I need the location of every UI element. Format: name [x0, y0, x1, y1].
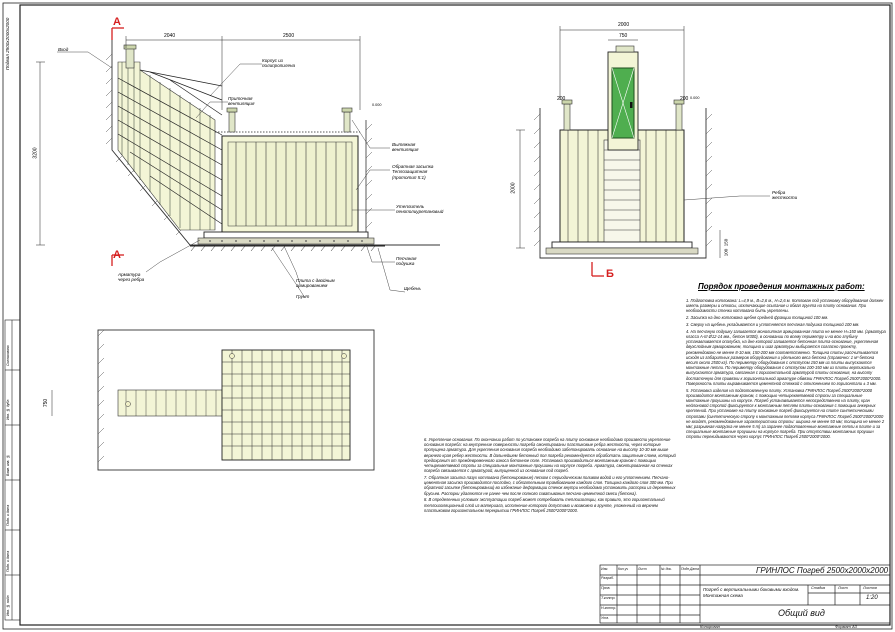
callout-backfill: Обратная засыпка Теплозащитная (прототип 5:1) [392, 164, 434, 180]
side-stamp-5: Инв. № подл. [6, 594, 10, 616]
side-stamp-1: Инв. № дубл. [6, 398, 10, 420]
tb-format: Формат А3 [835, 624, 857, 629]
section-title: Порядок проведения монтажных работ: [698, 282, 865, 291]
callout-slab: Плита с двойным армированием [296, 278, 335, 289]
note-step-5: 5. Установка изделия на подготовленную плиту. Установка ГРИНЛОС Погреб 2500*2000*2000 производится монтажным краном, с помощью четырехветвевой стропы за специальные монтажные проушины на корпусе. Погреб устанавливается непосредственно на плиту, кран нейлоновой стропой фиксируется к монтажным петлям плиты-основания с помощью анкерных креплений. При установке на плиту основание погреб фиксируется на плите синтетическими стропами (синтетическую стропу к монтажным петлям корпуса ГРИНЛОС Погреб 2500*2000*2000 не входят, рекомендованные характеристики стропы: ширина не менее 50 мм; толщина не менее 2 мм; разрывная нагрузка не менее 5 т) за заранее подготовленные монтажные петли в плите и за специальные монтажные проушины на корпусе погреба. При отсутствии монтажных проушин стропы перекидываются через корпус ГРИНЛОС Погреб 2500*2000*2000. [686, 387, 885, 440]
dim-200-left: 200 [557, 96, 566, 102]
tb-description: Погреб с вертикальными боковыми входом. Монтажная схема [703, 587, 800, 598]
dim-3200: 3200 [32, 147, 39, 159]
note-step-8: 8. В определенных условиях эксплуатации погреб может потребовать теплоизоляции, как правило, это горизонтальный теплоизоляционный слой из материала, исполнение которого допустимо и возможно в грунте, уложенный на верхнем пластиковом горизонтальном перекрытии ГРИНЛОС Погреб 2500*2000*2000. [424, 497, 665, 513]
tb-view: Общий вид [778, 608, 825, 618]
tb-role-4: Н.контр. [601, 606, 617, 610]
tb-header-4: Подп. [681, 567, 691, 571]
level-left: 0.000 [372, 103, 382, 107]
dim-2000-height: 2000 [510, 182, 517, 194]
section-a-view [36, 28, 440, 298]
callout-entrance: Вход [58, 47, 69, 52]
dim-100: 100 [723, 248, 729, 257]
note-step-4: 4. На песчаную подушку заливается монолитная армированная плита не менее H=150 мм. (арматура класса A-III Ø12-14 мм., бетон М300), в основании по всему периметру и на всю глубину устанавливается опалубка, на дне которой заливается бетонная плита-основание, укрепленная двухслойным армированием, толщина и шаг арматуры выбирается согласно проекту, рекомендовано не менее 8-10 мм, 150-200 мм соответственно. Толщина плиты рассчитывается исходя из габаритных размеров оборудования и удельного веса бетона (справочно: 1 м³ бетона весит около 2500 кг). По периметру оборудования с отступом 150 мм из плиты выпускаются монтажные петли. По периметру оборудования с отступом 100-150 мм из плиты вертикально выпускаются арматура, связанная с горизонтальной арматурой плиты основания, на высоту достаточную для привязки к горизонтальной арматуре обвязки ГРИНЛОС Погреб 2500*2000*2000. Поверхность плиты выравнивается цементной стяжкой с отклонением по горизонтали ± 3 мм. [686, 328, 886, 386]
note-step-7: 7. Обратная засыпка пазух котлована (бетонирование) песком с периодическим поливом водой и его уплотнением. Песчано-цементная засыпка производится послойно, с обязательным трамбованием каждого слоя. Толщина каждого слоя 300 мм. При обратной засыпке (бетонировании) во избежание деформации стенок внутри необходимо установить распорки из деревянных брусьев. Распорки удаляются не ранее чем после полного схватывания песчано-цементной смеси (бетона). [424, 475, 676, 496]
tb-copied: Копировал [700, 624, 720, 629]
section-mark-a-bottom: А [113, 249, 121, 261]
stamp-top-left: Подвал 2500х2000х2000 [5, 17, 10, 70]
tb-header-3: № док. [661, 567, 672, 571]
callout-inflow-vent: Приточная вентиляция [228, 96, 255, 107]
callout-gravel: Щебень [404, 286, 421, 291]
side-stamp-3: Подп. и дата [6, 504, 10, 526]
callout-exhaust-vent: Вытяжная вентиляция [392, 142, 419, 153]
side-stamp-0: Согласовано [6, 345, 10, 366]
tb-scale: 1:20 [866, 595, 878, 601]
tb-role-1: Пров. [601, 586, 611, 590]
notes-left [424, 437, 680, 515]
callout-insulation: Утеплитель пенополиуретановый [396, 204, 444, 215]
note-step-3: 3. Сверху на щебень укладывается и уплотняется песчаная подушка толщиной 100 мм. [686, 322, 860, 327]
callout-ribs: Ребра жесткости [772, 190, 798, 201]
dim-2040: 2040 [164, 33, 176, 39]
tb-product: ГРИНЛОС Погреб 2500х2000х2000 [756, 566, 889, 575]
dim-200-right: 200 [680, 96, 689, 102]
dim-2000-top: 2000 [618, 22, 630, 28]
tb-header-5: Дата [690, 567, 699, 571]
tb-stage-label: Стадия [811, 586, 826, 590]
section-b-view [516, 26, 770, 276]
section-mark-b: Б [606, 268, 614, 280]
dim-150: 150 [723, 238, 729, 247]
tb-header-2: Лист [638, 567, 647, 571]
callout-soil: Грунт [296, 294, 310, 299]
tb-header-1: Кол.уч [618, 567, 629, 571]
tb-header-0: Изм. [601, 567, 609, 571]
tb-role-0: Разраб. [601, 576, 615, 580]
tb-role-5: Утв. [601, 616, 610, 620]
section-mark-a-top: А [113, 16, 121, 28]
callout-rebar: Арматура через ребра [118, 272, 145, 283]
tb-role-2: Т.контр. [601, 596, 616, 600]
dim-2500: 2500 [283, 33, 295, 39]
tb-sheets-label: Листов [863, 586, 877, 590]
note-step-6: 6. Укрепление основания. По окончании работ по установке погреба на плиту основание необходимо произвести укрепление основания погреба: на внутренние поверхности погреба смонтированы пластиковые ребра жесткости, через которые пропущена арматура. Для укрепления основания погреба необходимо забетонировать основание на высоту 10-30 мм выше верхнего края ребер жесткости. В дальнейшем бетонный пол погреба рекомендуется обработать защитным слоем, который предохранит от преждевременного износа бетонное поле. Установка производиться монтажным краном с помощью четырехветвевой стропы за специальные монтажные проушины на корпусе погреба. Арматура, смонтированная на стенках погреба связывается с арматурой, выпущенной из основания под погреб. [424, 437, 676, 474]
level-right: 0.000 [690, 96, 700, 100]
plan-view [52, 330, 374, 470]
dim-750: 750 [619, 33, 628, 39]
side-stamp-2: Взам. инв. № [6, 454, 10, 476]
dim-plan-750: 750 [43, 398, 50, 408]
tb-sheet-label: Лист [838, 586, 848, 590]
callout-body: Корпус из полипропилена [262, 58, 296, 69]
side-stamp-4: Подп. и дата [6, 550, 10, 572]
callout-sand-cushion: Песчаная подушка [396, 256, 417, 267]
notes-right [686, 298, 886, 441]
note-step-2: 2. Засыпка на дно котлована щебня средней фракции толщиной 100 мм. [686, 315, 829, 321]
note-step-1: 1. Подготовка котлована: L=4,9 м., B=2,6 м., H=2,6 м. Котлован под установку оборудования должен иметь размеры и откосы, исключающие осыпание и обвал грунта на плиту основания. При необходимости стенки котлована быть укреплены. [686, 298, 884, 314]
